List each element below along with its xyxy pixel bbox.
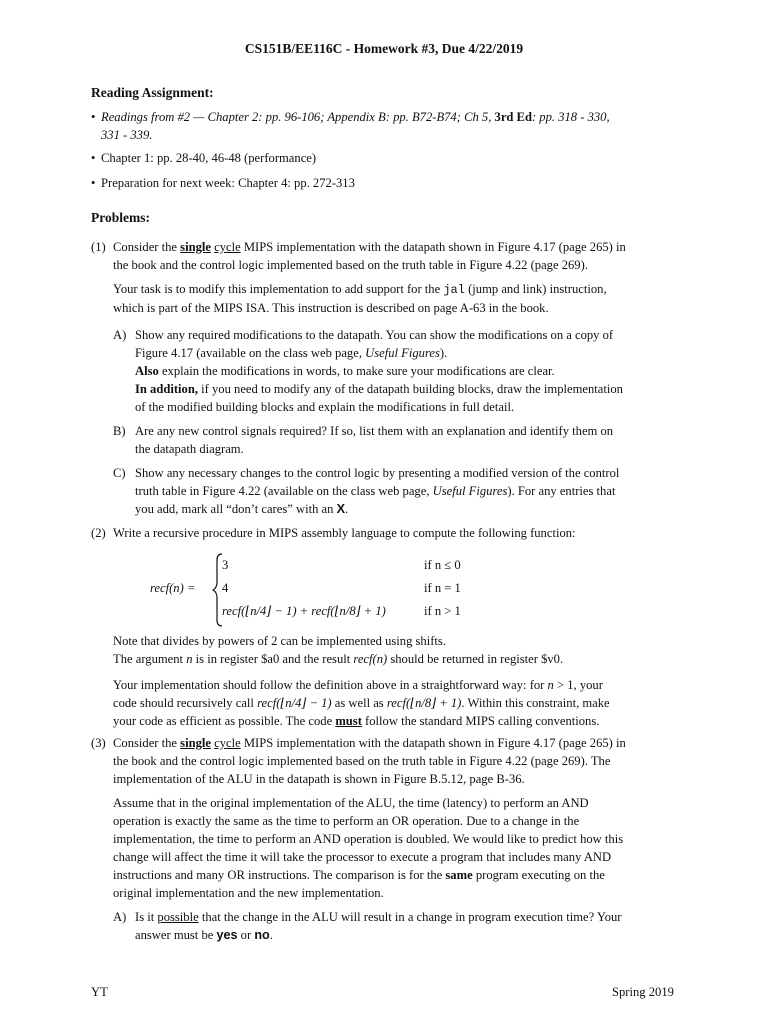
bullet-icon: • [91, 176, 96, 190]
equation-case-2: 4 [222, 581, 229, 595]
problem-1c-label: C) [113, 466, 126, 480]
footer-initials: YT [91, 985, 108, 999]
reading-heading: Reading Assignment: [91, 85, 214, 100]
problem-1-number: (1) [91, 240, 106, 254]
problem-1b-label: B) [113, 424, 126, 438]
problem-3a-label: A) [113, 910, 127, 924]
bullet-icon: • [91, 151, 96, 165]
footer-term: Spring 2019 [612, 985, 674, 999]
problem-2-requirements: Your implementation should follow the definition above in a straightforward way: for n > 1, your code should recursively call recf(⌊n/4⌋ − 1) as well as recf(⌊n/8⌋ + 1). Within this constraint, make your code as efficient as possible. The code must follow the standard MIPS calling conventions. [113, 678, 610, 728]
equation-cond-1: if n ≤ 0 [424, 558, 461, 572]
problems-heading: Problems: [91, 210, 150, 225]
problem-1a-label: A) [113, 328, 127, 342]
equation-case-3: recf(⌊n/4⌋ − 1) + recf(⌊n/8⌋ + 1) [222, 604, 386, 618]
problem-1a-text: Show any required modifications to the datapath. You can show the modifications on a copy of Figure 4.17 (available on the class web page, Useful Figures). Also explain the modifications in words, to make sure your modifications are clear. In addition, if you need to modify any of the datapath building blocks, draw the implementation of the modified building blocks and explain the modifications in full detail. [135, 328, 623, 414]
problem-2-intro: Write a recursive procedure in MIPS assembly language to compute the following function: [113, 526, 576, 540]
homework-page: CS151B/EE116C - Homework #3, Due 4/22/2019 Reading Assignment: • Readings from #2 — Chapter 2: pp. 96-106; Appendix B: pp. B72-B74; Ch 5, 3rd Ed: pp. 318 - 330, 331 - 339. • Chapter 1: pp. 28-40, 46-48 (performance) • Preparation for next week: Chapter 4: pp. 272-313 Problems: (1) Consider the single cycle MIPS implementation with the datapath shown in Figure 4.17 (page 265) in the book and the control logic implemented based on the truth table in Figure 4.22 (page 269). Your task is to modify this implementation to add support for the jal (jump and link) instruction, which is part of the MIPS ISA. This instruction is described on page A-63 in the book. A) Show any required modifications to the datapath. You can show the modifications on a copy of Figure 4.17 (available on the class web page, Useful Figures). Also explain the modifications in words, to make sure your modifications are clear. In addition, if you need to modify any of the datapath building blocks, draw the implementation of the modified building blocks and explain the modifications in full detail. B) Are any new control signals required? If so, list them with an explanation and identify them on the datapath diagram. C) Show any necessary changes to the control logic by presenting a modified version of the control truth table in Figure 4.22 (available on the class web page, Useful Figures). For any entries that you add, mark all “don’t cares” with an X. (2) Write a recursive procedure in MIPS assembly language to compute the following function: recf(n) = 3 4 recf(⌊n/4⌋ − 1) + recf(⌊n/8⌋ + 1) if n ≤ 0 if n = 1 if n > 1 Note that divides by powers of 2 can be implemented using shifts. The argument n is in register $a0 and the result recf(n) should be returned in register $v0. Your implementation should follow the definition above in a straightforward way: for n > 1, your code should recursively call recf(⌊n/4⌋ − 1) as well as recf(⌊n/8⌋ + 1). Within this constraint, make your code as efficient as possible. The code must follow the standard MIPS calling conventions. (3) Consider the single cycle MIPS implementation with the datapath shown in Figure 4.17 (page 265) in the book and the control logic implemented based on the truth table in Figure 4.22 (page 269). The implementation of the ALU in the datapath is shown in Figure B.5.12, page B-36. Assume that in the original implementation of the ALU, the time (latency) to perform an AND operation is exactly the same as the time to perform an OR operation. Due to a change in the implementation, the time to perform an AND operation is doubled. We would like to predict how this change will affect the time it will take the processor to execute a program that includes many AND instructions and many OR instructions. The comparison is for the same program executing on the original implementation and the new implementation. A) Is it possible that the change in the ALU will result in a change in program execution time? Your answer must be yes or no. YT Spring 2019 [0, 0, 768, 1024]
problem-3a-text: Is it possible that the change in the ALU will result in a change in program execution time? Your answer must be yes or no. [135, 910, 622, 942]
problem-3-number: (3) [91, 736, 106, 750]
problem-1-intro: Consider the single cycle MIPS implementation with the datapath shown in Figure 4.17 (page 265) in the book and the control logic implemented based on the truth table in Figure 4.22 (page 269). [113, 240, 626, 272]
bullet-icon: • [91, 110, 96, 124]
page-title: CS151B/EE116C - Homework #3, Due 4/22/2019 [244, 41, 524, 56]
equation-lhs: recf(n) = [150, 581, 196, 595]
problem-1c-text: Show any necessary changes to the control logic by presenting a modified version of the control truth table in Figure 4.22 (available on the class web page, Useful Figures). For any entries that you add, mark all “don’t cares” with an X. [135, 466, 620, 516]
recf-equation [150, 552, 480, 628]
problem-1-task: Your task is to modify this implementation to add support for the jal (jump and link) instruction, which is part of the MIPS ISA. This instruction is described on page A-63 in the book. [113, 282, 607, 315]
problem-1b-text: Are any new control signals required? If so, list them with an explanation and identify them on the datapath diagram. [135, 424, 614, 456]
problem-2-number: (2) [91, 526, 106, 540]
problem-2-notes: Note that divides by powers of 2 can be implemented using shifts. The argument n is in register $a0 and the result recf(n) should be returned in register $v0. [113, 634, 564, 666]
equation-cond-2: if n = 1 [424, 581, 461, 595]
equation-case-1: 3 [222, 558, 229, 572]
problem-3-intro: Consider the single cycle MIPS implementation with the datapath shown in Figure 4.17 (page 265) in the book and the control logic implemented based on the truth table in Figure 4.22 (page 269). The implementation of the ALU in the datapath is shown in Figure B.5.12, page B-36. [113, 736, 626, 786]
problem-3-assumption: Assume that in the original implementation of the ALU, the time (latency) to perform an AND operation is exactly the same as the time to perform an OR operation. Due to a change in the implementation, the time to perform an AND operation is doubled. We would like to predict how this change will affect the time it will take the processor to execute a program that includes many AND instructions and many OR instructions. The comparison is for the same program executing on the original implementation and the new implementation. [113, 796, 624, 900]
equation-cond-3: if n > 1 [424, 604, 461, 618]
